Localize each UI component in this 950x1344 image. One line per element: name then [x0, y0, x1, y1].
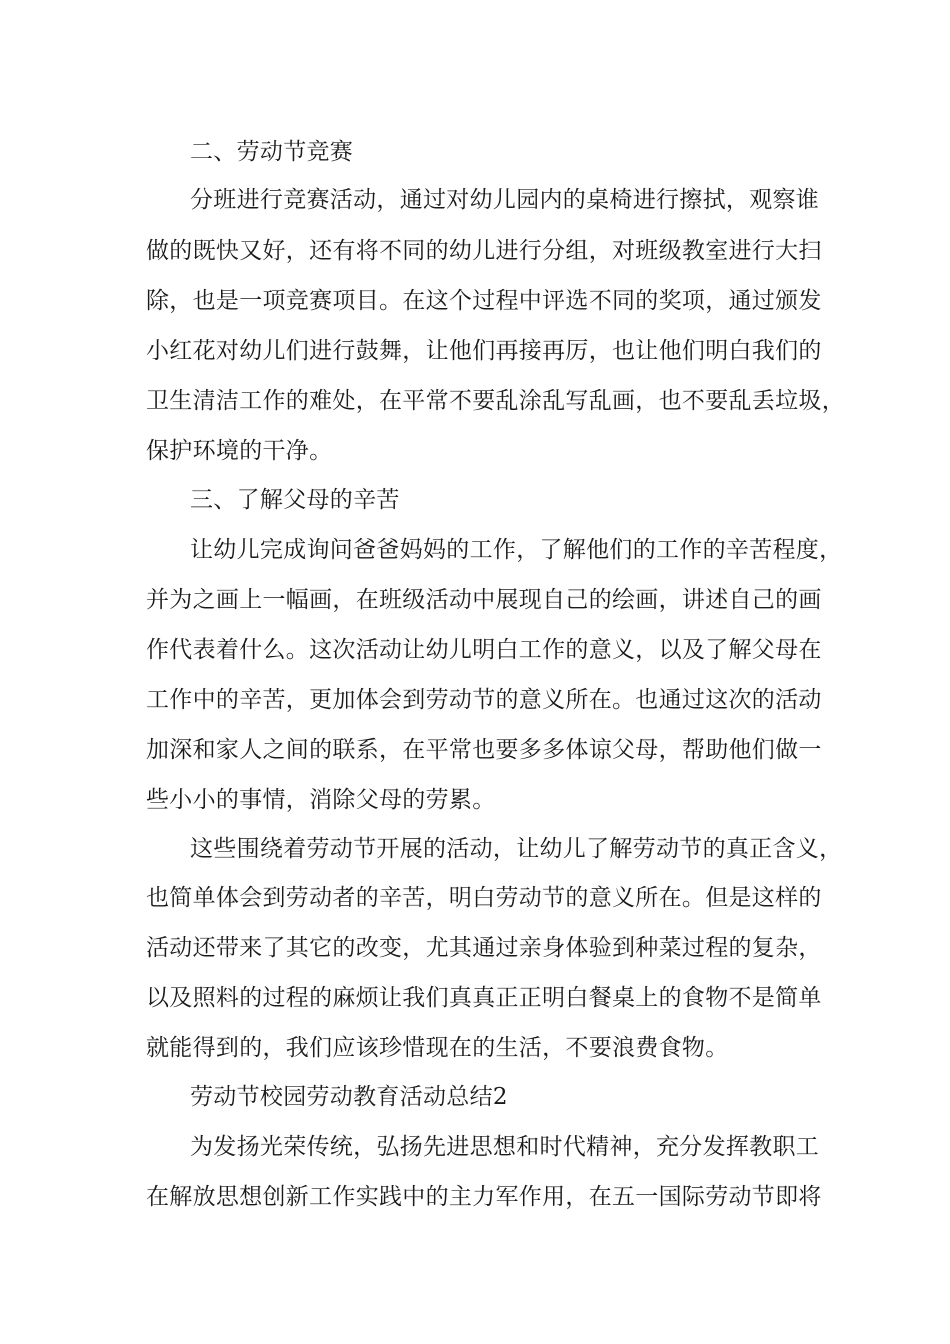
paragraph-line: 活动还带来了其它的改变，尤其通过亲身体验到种菜过程的复杂， — [146, 935, 822, 961]
paragraph-line: 除，也是一项竞赛项目。在这个过程中评选不同的奖项，通过颁发 — [146, 288, 822, 314]
paragraph-line: 卫生清洁工作的难处，在平常不要乱涂乱写乱画，也不要乱丢垃圾， — [146, 388, 845, 414]
paragraph-line: 这些围绕着劳动节开展的活动，让幼儿了解劳动节的真正含义， — [190, 836, 843, 862]
paragraph-line: 也简单体会到劳动者的辛苦，明白劳动节的意义所在。但是这样的 — [146, 885, 822, 911]
paragraph-line: 就能得到的，我们应该珍惜现在的生活，不要浪费食物。 — [146, 1035, 729, 1061]
paragraph-line: 做的既快又好，还有将不同的幼儿进行分组，对班级教室进行大扫 — [146, 238, 822, 264]
paragraph-line: 以及照料的过程的麻烦让我们真真正正明白餐桌上的食物不是简单 — [146, 985, 822, 1011]
paragraph-line: 在解放思想创新工作实践中的主力军作用，在五一国际劳动节即将 — [146, 1184, 822, 1210]
paragraph-line: 工作中的辛苦，更加体会到劳动节的意义所在。也通过这次的活动 — [146, 687, 822, 713]
paragraph-line: 并为之画上一幅画，在班级活动中展现自己的绘画，讲述自己的画 — [146, 587, 822, 613]
section-heading-parents: 三、了解父母的辛苦 — [190, 487, 400, 513]
paragraph-line: 加深和家人之间的联系，在平常也要多多体谅父母，帮助他们做一 — [146, 737, 822, 763]
paragraph-line: 分班进行竞赛活动，通过对幼儿园内的桌椅进行擦拭，观察谁 — [190, 187, 820, 213]
section-heading-summary-2: 劳动节校园劳动教育活动总结2 — [190, 1084, 508, 1110]
paragraph-line: 为发扬光荣传统，弘扬先进思想和时代精神，充分发挥教职工 — [190, 1134, 820, 1160]
paragraph-line: 保护环境的干净。 — [146, 438, 333, 464]
paragraph-line: 些小小的事情，消除父母的劳累。 — [146, 787, 496, 813]
paragraph-line: 作代表着什么。这次活动让幼儿明白工作的意义，以及了解父母在 — [146, 637, 822, 663]
paragraph-line: 让幼儿完成询问爸爸妈妈的工作，了解他们的工作的辛苦程度， — [190, 537, 843, 563]
paragraph-line: 小红花对幼儿们进行鼓舞，让他们再接再厉，也让他们明白我们的 — [146, 338, 822, 364]
section-heading-competition: 二、劳动节竞赛 — [190, 139, 354, 165]
